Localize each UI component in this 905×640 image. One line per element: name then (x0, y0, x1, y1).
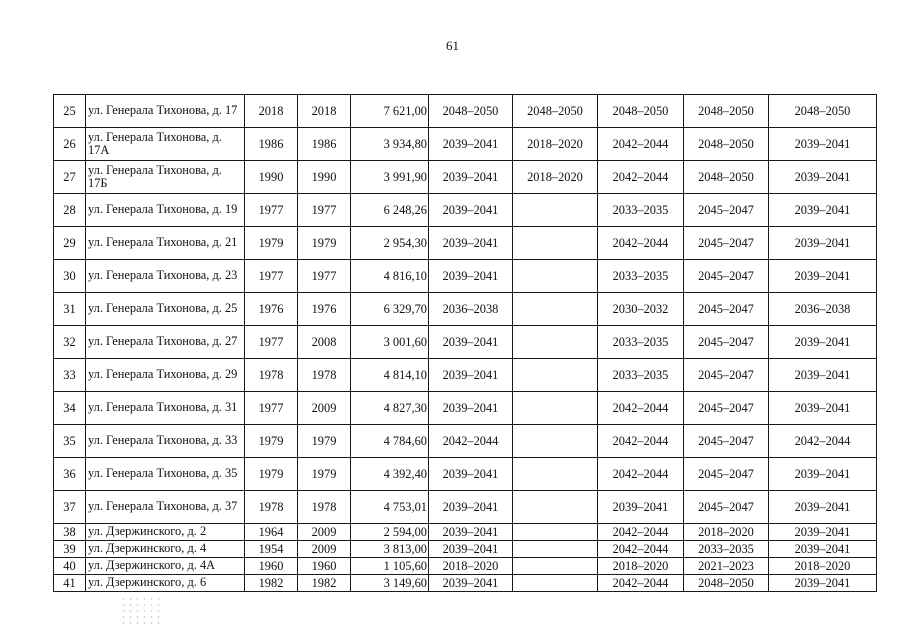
housing-repair-schedule-table (53, 94, 877, 592)
address-cell: ул. Генерала Тихонова, д. 19 (86, 194, 245, 227)
area-cell: 3 001,60 (351, 326, 429, 359)
period-cell-1: 2042–2044 (429, 425, 513, 458)
period-cell-1: 2039–2041 (429, 524, 513, 541)
period-cell-5: 2039–2041 (769, 128, 877, 161)
area-cell: 3 991,90 (351, 161, 429, 194)
period-cell-5: 2039–2041 (769, 227, 877, 260)
address-cell: ул. Дзержинского, д. 6 (86, 575, 245, 592)
area-cell: 3 934,80 (351, 128, 429, 161)
period-cell-2: 2048–2050 (513, 95, 598, 128)
area-cell: 7 621,00 (351, 95, 429, 128)
period-cell-2 (513, 491, 598, 524)
period-cell-2 (513, 425, 598, 458)
period-cell-1: 2039–2041 (429, 541, 513, 558)
row-number-cell: 33 (54, 359, 86, 392)
period-cell-4: 2048–2050 (684, 161, 769, 194)
area-cell: 1 105,60 (351, 558, 429, 575)
period-cell-3: 2033–2035 (598, 260, 684, 293)
table-row (54, 194, 877, 227)
period-cell-1: 2039–2041 (429, 392, 513, 425)
period-cell-4: 2021–2023 (684, 558, 769, 575)
period-cell-5: 2048–2050 (769, 95, 877, 128)
table-row (54, 326, 877, 359)
table-row (54, 359, 877, 392)
year-cell: 2009 (298, 524, 351, 541)
period-cell-5: 2039–2041 (769, 326, 877, 359)
year-cell: 1979 (298, 458, 351, 491)
year-built-cell: 1977 (245, 326, 298, 359)
period-cell-4: 2048–2050 (684, 575, 769, 592)
year-built-cell: 1976 (245, 293, 298, 326)
table-row (54, 541, 877, 558)
year-built-cell: 1986 (245, 128, 298, 161)
table-row (54, 95, 877, 128)
year-cell: 1977 (298, 194, 351, 227)
period-cell-3: 2033–2035 (598, 326, 684, 359)
row-number-cell: 37 (54, 491, 86, 524)
year-built-cell: 1954 (245, 541, 298, 558)
period-cell-3: 2042–2044 (598, 458, 684, 491)
period-cell-2 (513, 326, 598, 359)
address-cell: ул. Генерала Тихонова, д. 27 (86, 326, 245, 359)
period-cell-4: 2045–2047 (684, 392, 769, 425)
period-cell-3: 2018–2020 (598, 558, 684, 575)
period-cell-4: 2045–2047 (684, 359, 769, 392)
address-cell: ул. Генерала Тихонова, д. 37 (86, 491, 245, 524)
period-cell-5: 2036–2038 (769, 293, 877, 326)
period-cell-1: 2039–2041 (429, 194, 513, 227)
year-built-cell: 1978 (245, 359, 298, 392)
period-cell-1: 2039–2041 (429, 326, 513, 359)
period-cell-5: 2039–2041 (769, 260, 877, 293)
period-cell-1: 2048–2050 (429, 95, 513, 128)
year-cell: 1986 (298, 128, 351, 161)
period-cell-2 (513, 194, 598, 227)
period-cell-2 (513, 458, 598, 491)
table-row (54, 227, 877, 260)
period-cell-3: 2042–2044 (598, 392, 684, 425)
period-cell-4: 2045–2047 (684, 293, 769, 326)
area-cell: 6 329,70 (351, 293, 429, 326)
period-cell-3: 2042–2044 (598, 524, 684, 541)
address-cell: ул. Генерала Тихонова, д. 33 (86, 425, 245, 458)
period-cell-1: 2039–2041 (429, 575, 513, 592)
address-cell: ул. Генерала Тихонова, д. 17А (86, 128, 245, 161)
period-cell-2: 2018–2020 (513, 161, 598, 194)
period-cell-3: 2042–2044 (598, 575, 684, 592)
period-cell-3: 2042–2044 (598, 227, 684, 260)
period-cell-2 (513, 575, 598, 592)
address-cell: ул. Генерала Тихонова, д. 29 (86, 359, 245, 392)
period-cell-3: 2030–2032 (598, 293, 684, 326)
period-cell-5: 2042–2044 (769, 425, 877, 458)
table-row (54, 491, 877, 524)
area-cell: 4 392,40 (351, 458, 429, 491)
address-cell: ул. Генерала Тихонова, д. 17Б (86, 161, 245, 194)
address-cell: ул. Генерала Тихонова, д. 23 (86, 260, 245, 293)
year-built-cell: 1977 (245, 392, 298, 425)
table-row (54, 524, 877, 541)
scan-artifact (120, 596, 165, 626)
period-cell-4: 2018–2020 (684, 524, 769, 541)
period-cell-4: 2033–2035 (684, 541, 769, 558)
period-cell-2 (513, 359, 598, 392)
period-cell-5: 2039–2041 (769, 491, 877, 524)
period-cell-2 (513, 260, 598, 293)
row-number-cell: 36 (54, 458, 86, 491)
period-cell-2: 2018–2020 (513, 128, 598, 161)
period-cell-4: 2045–2047 (684, 194, 769, 227)
year-cell: 1979 (298, 227, 351, 260)
period-cell-2 (513, 227, 598, 260)
year-built-cell: 2018 (245, 95, 298, 128)
year-cell: 1978 (298, 359, 351, 392)
year-built-cell: 1982 (245, 575, 298, 592)
year-built-cell: 1990 (245, 161, 298, 194)
period-cell-1: 2039–2041 (429, 161, 513, 194)
year-cell: 1976 (298, 293, 351, 326)
area-cell: 2 954,30 (351, 227, 429, 260)
period-cell-2 (513, 293, 598, 326)
year-cell: 1978 (298, 491, 351, 524)
row-number-cell: 38 (54, 524, 86, 541)
year-cell: 2009 (298, 392, 351, 425)
period-cell-4: 2045–2047 (684, 425, 769, 458)
address-cell: ул. Генерала Тихонова, д. 21 (86, 227, 245, 260)
year-cell: 1977 (298, 260, 351, 293)
year-cell: 1979 (298, 425, 351, 458)
period-cell-1: 2039–2041 (429, 491, 513, 524)
address-cell: ул. Дзержинского, д. 2 (86, 524, 245, 541)
row-number-cell: 30 (54, 260, 86, 293)
period-cell-3: 2042–2044 (598, 425, 684, 458)
period-cell-3: 2033–2035 (598, 194, 684, 227)
period-cell-4: 2048–2050 (684, 128, 769, 161)
area-cell: 6 248,26 (351, 194, 429, 227)
row-number-cell: 29 (54, 227, 86, 260)
period-cell-5: 2018–2020 (769, 558, 877, 575)
period-cell-3: 2033–2035 (598, 359, 684, 392)
table-body (54, 95, 877, 592)
period-cell-5: 2039–2041 (769, 161, 877, 194)
row-number-cell: 26 (54, 128, 86, 161)
period-cell-1: 2039–2041 (429, 359, 513, 392)
row-number-cell: 32 (54, 326, 86, 359)
area-cell: 2 594,00 (351, 524, 429, 541)
row-number-cell: 40 (54, 558, 86, 575)
period-cell-2 (513, 524, 598, 541)
table-row (54, 458, 877, 491)
period-cell-4: 2045–2047 (684, 227, 769, 260)
page-number: 61 (446, 38, 459, 53)
period-cell-4: 2045–2047 (684, 326, 769, 359)
area-cell: 3 149,60 (351, 575, 429, 592)
period-cell-2 (513, 558, 598, 575)
year-cell: 1990 (298, 161, 351, 194)
period-cell-5: 2039–2041 (769, 458, 877, 491)
period-cell-4: 2045–2047 (684, 491, 769, 524)
table-row (54, 128, 877, 161)
table-row (54, 558, 877, 575)
address-cell: ул. Генерала Тихонова, д. 25 (86, 293, 245, 326)
period-cell-4: 2048–2050 (684, 95, 769, 128)
table-row (54, 575, 877, 592)
address-cell: ул. Генерала Тихонова, д. 35 (86, 458, 245, 491)
year-built-cell: 1978 (245, 491, 298, 524)
table-row (54, 392, 877, 425)
table-row (54, 425, 877, 458)
period-cell-1: 2018–2020 (429, 558, 513, 575)
period-cell-1: 2039–2041 (429, 128, 513, 161)
period-cell-1: 2039–2041 (429, 260, 513, 293)
year-cell: 2009 (298, 541, 351, 558)
year-cell: 2008 (298, 326, 351, 359)
row-number-cell: 28 (54, 194, 86, 227)
period-cell-4: 2045–2047 (684, 458, 769, 491)
period-cell-2 (513, 392, 598, 425)
period-cell-3: 2042–2044 (598, 161, 684, 194)
area-cell: 4 753,01 (351, 491, 429, 524)
period-cell-1: 2039–2041 (429, 227, 513, 260)
row-number-cell: 25 (54, 95, 86, 128)
period-cell-5: 2039–2041 (769, 575, 877, 592)
period-cell-1: 2039–2041 (429, 458, 513, 491)
period-cell-3: 2042–2044 (598, 128, 684, 161)
period-cell-5: 2039–2041 (769, 392, 877, 425)
area-cell: 4 784,60 (351, 425, 429, 458)
table-row (54, 161, 877, 194)
address-cell: ул. Генерала Тихонова, д. 31 (86, 392, 245, 425)
year-cell: 2018 (298, 95, 351, 128)
period-cell-3: 2042–2044 (598, 541, 684, 558)
year-cell: 1960 (298, 558, 351, 575)
year-built-cell: 1960 (245, 558, 298, 575)
area-cell: 4 814,10 (351, 359, 429, 392)
period-cell-3: 2048–2050 (598, 95, 684, 128)
year-built-cell: 1979 (245, 425, 298, 458)
row-number-cell: 34 (54, 392, 86, 425)
table-row (54, 260, 877, 293)
period-cell-1: 2036–2038 (429, 293, 513, 326)
year-built-cell: 1977 (245, 194, 298, 227)
period-cell-3: 2039–2041 (598, 491, 684, 524)
year-built-cell: 1979 (245, 458, 298, 491)
period-cell-5: 2039–2041 (769, 524, 877, 541)
year-built-cell: 1964 (245, 524, 298, 541)
row-number-cell: 41 (54, 575, 86, 592)
period-cell-5: 2039–2041 (769, 541, 877, 558)
area-cell: 4 827,30 (351, 392, 429, 425)
period-cell-2 (513, 541, 598, 558)
row-number-cell: 39 (54, 541, 86, 558)
period-cell-5: 2039–2041 (769, 194, 877, 227)
year-built-cell: 1979 (245, 227, 298, 260)
year-cell: 1982 (298, 575, 351, 592)
row-number-cell: 31 (54, 293, 86, 326)
area-cell: 3 813,00 (351, 541, 429, 558)
period-cell-5: 2039–2041 (769, 359, 877, 392)
period-cell-4: 2045–2047 (684, 260, 769, 293)
address-cell: ул. Дзержинского, д. 4А (86, 558, 245, 575)
row-number-cell: 35 (54, 425, 86, 458)
year-built-cell: 1977 (245, 260, 298, 293)
row-number-cell: 27 (54, 161, 86, 194)
address-cell: ул. Генерала Тихонова, д. 17 (86, 95, 245, 128)
table-row (54, 293, 877, 326)
area-cell: 4 816,10 (351, 260, 429, 293)
address-cell: ул. Дзержинского, д. 4 (86, 541, 245, 558)
